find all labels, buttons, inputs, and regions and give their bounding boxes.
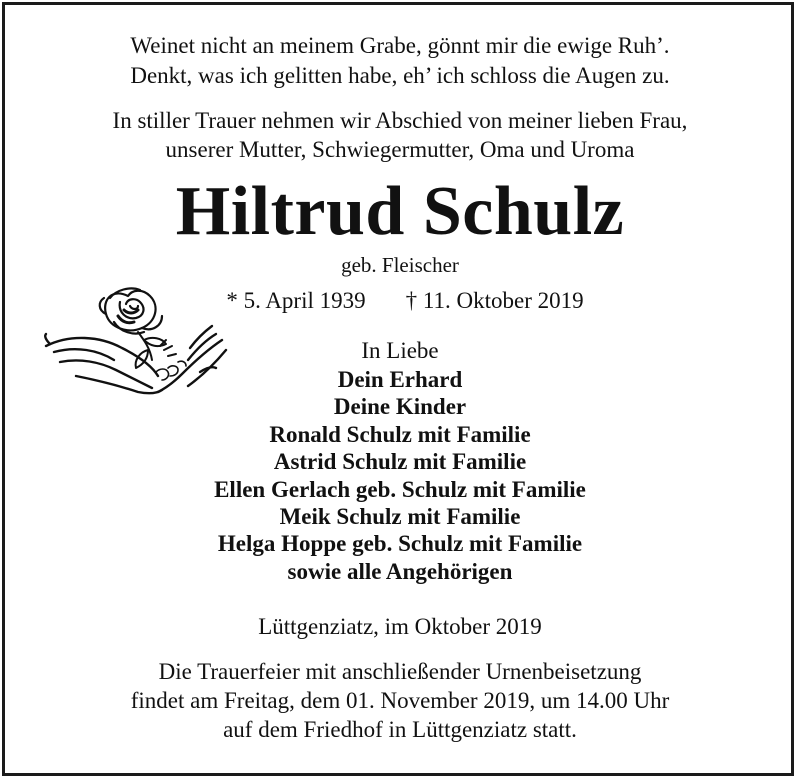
verse-line-1: Weinet nicht an meinem Grabe, gönnt mir die ewige Ruh’. xyxy=(130,33,670,58)
mourner-3: Ronald Schulz mit Familie xyxy=(269,421,531,447)
funeral-line-1: Die Trauerfeier mit anschließender Urnenbeisetzung xyxy=(158,659,642,684)
intro-line-2: unserer Mutter, Schwiegermutter, Oma und Uroma xyxy=(165,137,635,162)
mourner-1: Dein Erhard xyxy=(337,367,463,392)
funeral-line-2: findet am Freitag, dem 01. November 2019, um 14.00 Uhr xyxy=(130,688,670,713)
in-love-intro: In Liebe xyxy=(361,338,439,363)
mourner-4: Astrid Schulz mit Familie xyxy=(273,449,527,475)
mourner-2: Deine Kinder xyxy=(333,394,467,420)
deceased-name: Hiltrud Schulz xyxy=(175,173,625,250)
verse-line-2: Denkt, was ich gelitten habe, eh’ ich schloss die Augen zu. xyxy=(130,63,670,88)
place-and-date: Lüttgenziatz, im Oktober 2019 xyxy=(258,614,542,639)
mourner-7: Helga Hoppe geb. Schulz mit Familie xyxy=(217,531,583,557)
intro-line-1: In stiller Trauer nehmen wir Abschied von meiner lieben Frau, xyxy=(112,108,688,133)
death-date: † 11. Oktober 2019 xyxy=(405,288,584,313)
mourner-6: Meik Schulz mit Familie xyxy=(279,504,521,529)
birth-date: * 5. April 1939 xyxy=(226,288,366,313)
mourner-8: sowie alle Angehörigen xyxy=(287,558,513,584)
birth-name: geb. Fleischer xyxy=(341,253,459,277)
mourner-5: Ellen Gerlach geb. Schulz mit Familie xyxy=(214,476,586,502)
funeral-line-3: auf dem Friedhof in Lüttgenziatz statt. xyxy=(223,717,577,742)
